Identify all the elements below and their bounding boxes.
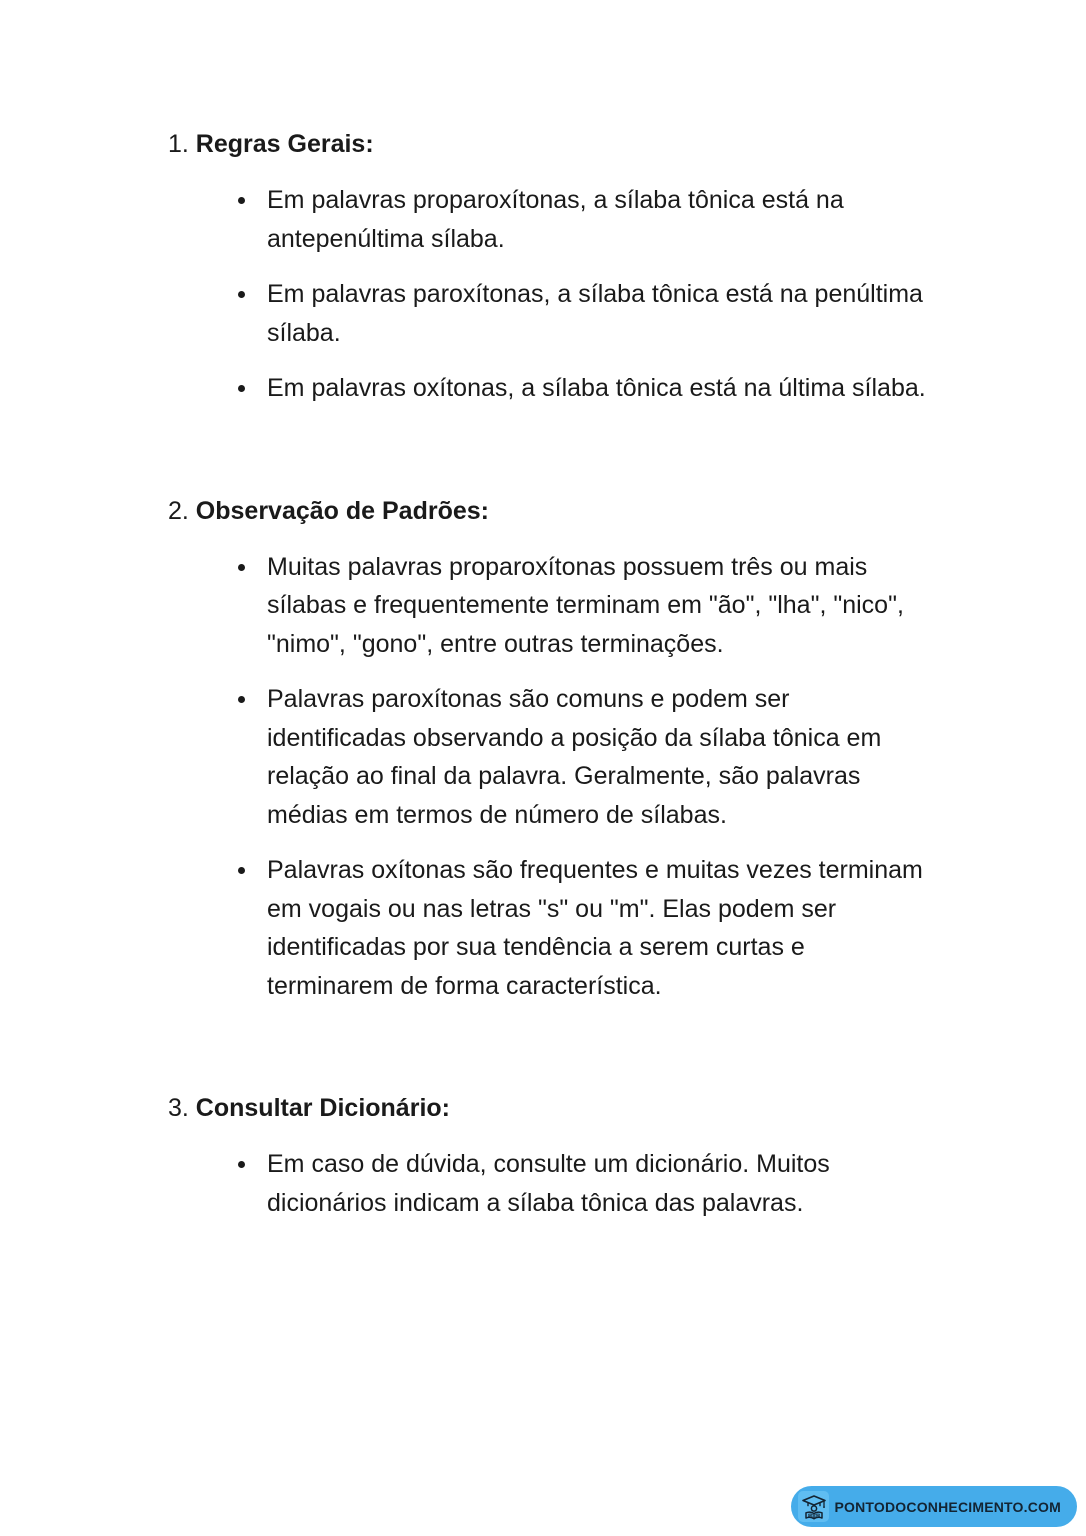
- bullet-list: [168, 1145, 948, 1222]
- bullet-text: Em caso de dúvida, consulte um dicionário. Muitos dicionários indicam a sílaba tônica das palavras.: [267, 1150, 830, 1217]
- list-item: [168, 851, 948, 1005]
- list-item: [168, 1145, 948, 1222]
- list-item: [168, 369, 948, 408]
- section-observacao-de-padroes: [168, 492, 948, 1006]
- section-title: Observação de Padrões:: [195, 496, 489, 525]
- section-number: 3.: [168, 1094, 196, 1122]
- section-heading: [168, 1089, 948, 1127]
- bullet-icon: [238, 385, 245, 392]
- document-content: [168, 125, 948, 1222]
- list-item: [168, 548, 948, 664]
- bullet-list: [168, 548, 948, 1006]
- bullet-text: Palavras paroxítonas são comuns e podem ser identificadas observando a posição da sílaba tônica em relação ao final da palavra. Geralmente, são palavras médias em termos de número de sílabas.: [267, 685, 882, 829]
- bullet-icon: [238, 564, 245, 571]
- bullet-icon: [238, 696, 245, 703]
- bullet-text: Palavras oxítonas são frequentes e muitas vezes terminam em vogais ou nas letras "s" ou "m". Elas podem ser identificadas por sua tendência a serem curtas e terminarem de forma característica.: [267, 856, 923, 1000]
- bullet-list: [168, 181, 948, 408]
- section-heading: [168, 492, 948, 530]
- section-regras-gerais: [168, 125, 948, 408]
- bullet-text: Em palavras oxítonas, a sílaba tônica está na última sílaba.: [267, 374, 926, 402]
- bullet-text: Em palavras paroxítonas, a sílaba tônica está na penúltima sílaba.: [267, 280, 923, 347]
- graduation-cap-book-icon: [798, 1491, 829, 1522]
- bullet-text: Em palavras proparoxítonas, a sílaba tônica está na antepenúltima sílaba.: [267, 186, 844, 253]
- section-consultar-dicionario: [168, 1089, 948, 1222]
- list-item: [168, 181, 948, 258]
- bullet-text: Muitas palavras proparoxítonas possuem três ou mais sílabas e frequentemente terminam em "ão", "lha", "nico", "nimo", "gono", entre outras terminações.: [267, 552, 904, 658]
- bullet-icon: [238, 1161, 245, 1168]
- list-item: [168, 275, 948, 352]
- site-brand-badge[interactable]: [791, 1486, 1077, 1527]
- site-brand-label: PONTODOCONHECIMENTO.COM: [834, 1498, 1061, 1515]
- section-title: Regras Gerais:: [195, 130, 374, 158]
- bullet-icon: [238, 197, 245, 204]
- section-heading: [168, 125, 948, 163]
- bullet-icon: [238, 867, 245, 874]
- section-number: 2.: [168, 496, 196, 525]
- section-number: 1.: [168, 130, 196, 158]
- list-item: [168, 680, 948, 834]
- bullet-icon: [238, 291, 245, 298]
- section-title: Consultar Dicionário:: [195, 1094, 450, 1122]
